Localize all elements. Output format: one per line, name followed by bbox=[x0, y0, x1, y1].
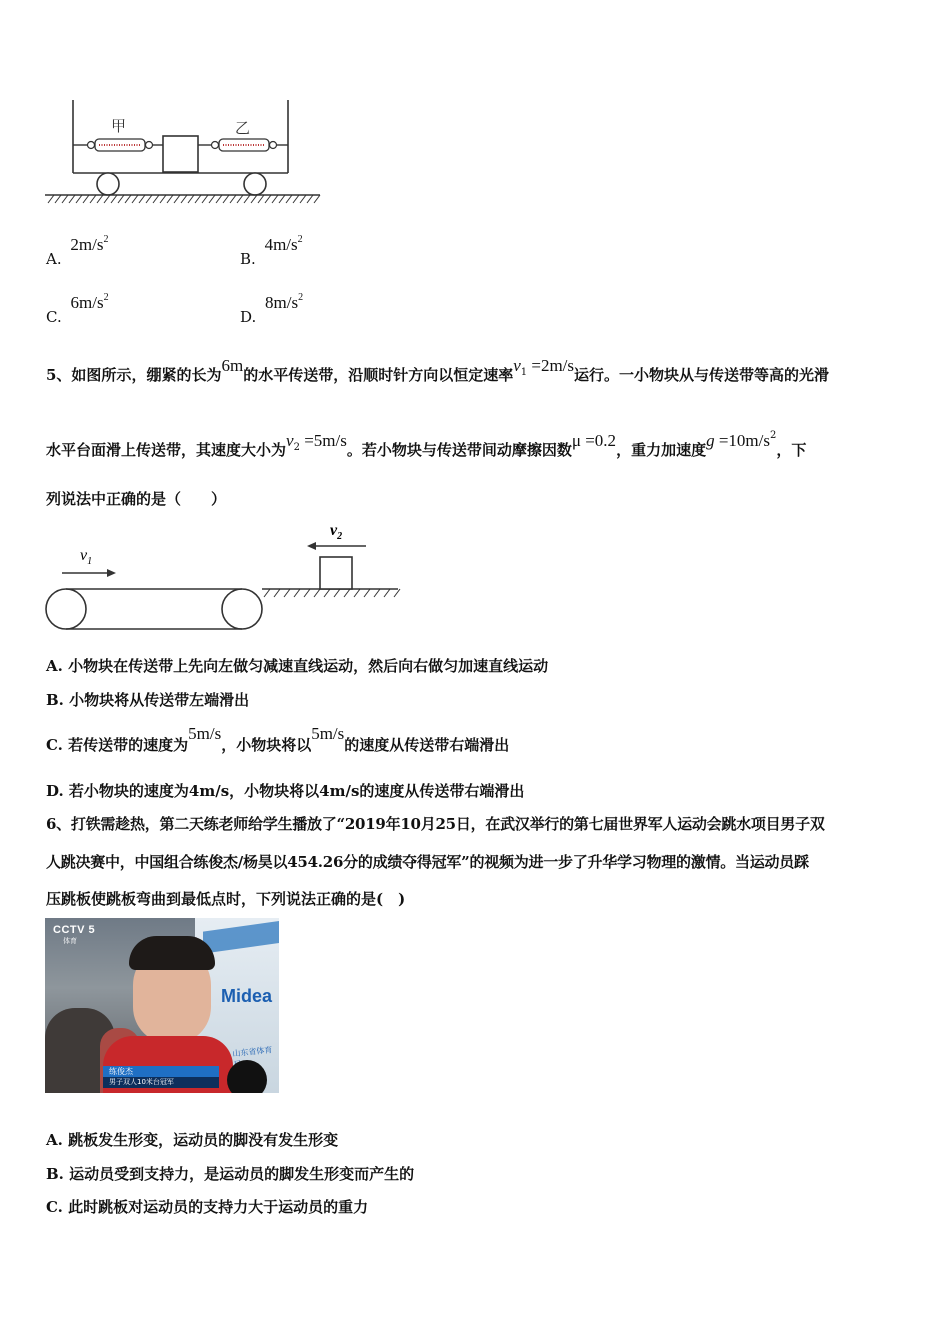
q6-option-c[interactable]: C. 此时跳板对运动员的支持力大于运动员的重力 bbox=[46, 1198, 369, 1216]
v2-label: $v_2$ bbox=[330, 522, 343, 542]
ground-hatch bbox=[244, 195, 250, 203]
ground-hatch bbox=[62, 195, 68, 203]
block bbox=[163, 136, 198, 172]
ground-hatch bbox=[167, 195, 173, 203]
ground-hatch bbox=[293, 195, 299, 203]
ground-hatch bbox=[324, 589, 330, 597]
ground-hatch bbox=[76, 195, 82, 203]
ground-hatch bbox=[181, 195, 187, 203]
ground-hatch bbox=[304, 589, 310, 597]
title-caption: 男子双人10米台冠军 bbox=[103, 1077, 219, 1088]
q6-stem-line3: 压跳板使跳板弯曲到最低点时，下列说法正确的是( ) bbox=[46, 890, 406, 908]
ground-hatch bbox=[111, 195, 117, 203]
ground-hatch bbox=[354, 589, 360, 597]
banner-brand: Midea bbox=[221, 986, 273, 1006]
athlete-hair bbox=[129, 936, 215, 970]
v1-label: $v_1$ bbox=[80, 547, 93, 567]
q5-stem-line2: 水平台面滑上传送带，其速度大小为$v^2 =5m/s$。若小物块与传送带间动摩擦因数μ =0.2，重力加速度$g =10m/s^2$，下 bbox=[46, 430, 807, 459]
athlete-photo bbox=[45, 918, 279, 1093]
q4-option-b[interactable]: B. $4m/s^2$ bbox=[240, 234, 303, 268]
channel-logo: CCTV 5 体育 bbox=[53, 924, 96, 945]
ground-hatch bbox=[132, 195, 138, 203]
ground-hatch bbox=[146, 195, 152, 203]
ground-hatch bbox=[314, 589, 320, 597]
ground-hatch bbox=[118, 195, 124, 203]
q6-stem-line2: 人跳决赛中，中国组合练俊杰/杨昊以454.26分的成绩夺得冠军”的视频为进一步了升华学习物理的激情。当运动员踩 bbox=[46, 853, 809, 871]
q4-option-c[interactable]: C. $6m/s^2$ bbox=[46, 292, 109, 326]
ground-hatch bbox=[230, 195, 236, 203]
ground-hatch bbox=[153, 195, 159, 203]
ground-hatch bbox=[314, 195, 320, 203]
ground-hatch bbox=[274, 589, 280, 597]
q5-option-c[interactable]: C. 若传送带的速度为5m/s，小物块将以5m/s的速度从传送带右端滑出 bbox=[46, 724, 510, 754]
conveyor-figure bbox=[40, 515, 410, 635]
ground-hatch bbox=[374, 589, 380, 597]
banner-text: 山东省体育局 bbox=[232, 1045, 273, 1059]
q4-option-d[interactable]: D. $8m/s^2$ bbox=[240, 292, 304, 326]
ground-hatch bbox=[264, 589, 270, 597]
q6-option-a[interactable]: A. 跳板发生形变，运动员的脚没有发生形变 bbox=[46, 1131, 339, 1149]
pulley-left bbox=[46, 589, 86, 629]
small-block bbox=[320, 557, 352, 589]
ground-hatch bbox=[258, 195, 264, 203]
q5-stem-line3: 列说法中正确的是（ ） bbox=[46, 490, 227, 508]
ground-hatch bbox=[104, 195, 110, 203]
ground-hatch bbox=[55, 195, 61, 203]
ground-hatch bbox=[83, 195, 89, 203]
ground-hatch bbox=[307, 195, 313, 203]
ground-hatch bbox=[90, 195, 96, 203]
ground-hatch bbox=[286, 195, 292, 203]
ground-hatch bbox=[223, 195, 229, 203]
ground-hatch bbox=[174, 195, 180, 203]
ground-hatch bbox=[279, 195, 285, 203]
q5-option-b[interactable]: B. 小物块将从传送带左端滑出 bbox=[46, 691, 250, 709]
ground-hatch bbox=[202, 195, 208, 203]
ground-hatch bbox=[139, 195, 145, 203]
q4-option-a[interactable]: A. $2m/s^2$ bbox=[46, 234, 109, 268]
name-caption: 练俊杰 bbox=[103, 1066, 219, 1077]
ground-hatch bbox=[284, 589, 290, 597]
ground-hatch bbox=[394, 589, 400, 597]
ground-hatch bbox=[48, 195, 54, 203]
label-yi: 乙 bbox=[235, 121, 251, 137]
label-jia: 甲 bbox=[111, 119, 127, 135]
q5-option-d[interactable]: D. 若小物块的速度为4m/s，小物块将以4m/s的速度从传送带右端滑出 bbox=[46, 782, 525, 800]
cart-wheel-left bbox=[97, 173, 119, 195]
ground-hatch bbox=[294, 589, 300, 597]
ground-hatch bbox=[125, 195, 131, 203]
ground-hatch bbox=[384, 589, 390, 597]
q6-stem-line1: 6、打铁需趁热，第二天练老师给学生播放了“2019年10月25日，在武汉举行的第七届世界军人运动会跳水项目男子双 bbox=[46, 815, 825, 833]
ground-hatch bbox=[195, 195, 201, 203]
ground-hatch bbox=[334, 589, 340, 597]
ground-hatch bbox=[216, 195, 222, 203]
cart-wheel-right bbox=[244, 173, 266, 195]
ground-hatch bbox=[251, 195, 257, 203]
ground-hatch bbox=[272, 195, 278, 203]
ground-hatch bbox=[364, 589, 370, 597]
ground-hatch bbox=[265, 195, 271, 203]
q6-option-b[interactable]: B. 运动员受到支持力，是运动员的脚发生形变而产生的 bbox=[46, 1165, 415, 1183]
ground-hatch bbox=[97, 195, 103, 203]
q5-stem-line1: 5、如图所示，绷紧的长为6m的水平传送带，沿顺时针方向以恒定速率$v^1 =2m/s$运行。一小物块从与传送带等高的光滑 bbox=[46, 356, 830, 384]
ground-hatch bbox=[69, 195, 75, 203]
ground-hatch bbox=[237, 195, 243, 203]
ground-hatch bbox=[188, 195, 194, 203]
ground-hatch bbox=[209, 195, 215, 203]
ground-hatch bbox=[160, 195, 166, 203]
cart-spring-figure bbox=[40, 95, 330, 210]
ground-hatch bbox=[300, 195, 306, 203]
q5-option-a[interactable]: A. 小物块在传送带上先向左做匀减速直线运动，然后向右做匀加速直线运动 bbox=[46, 657, 549, 675]
ground-hatch bbox=[344, 589, 350, 597]
pulley-right bbox=[222, 589, 262, 629]
